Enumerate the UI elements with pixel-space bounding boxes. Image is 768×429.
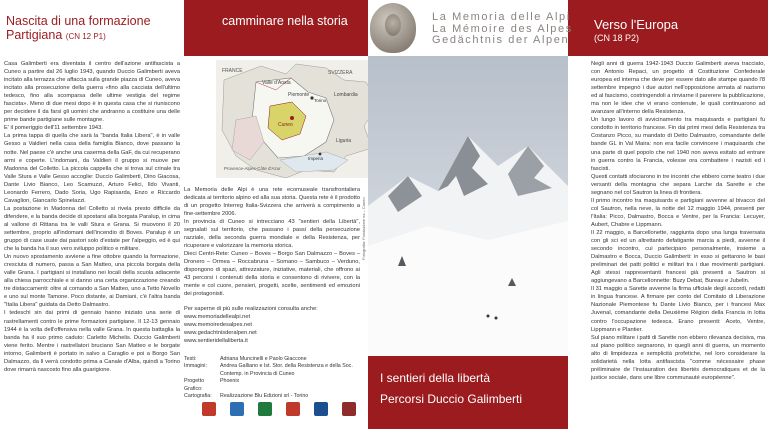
credit-value: Andrea Galliano e Ist. Stor. della Resistenza e della Soc. Contemp. in Provincia di Cuneo xyxy=(220,363,353,377)
map-label-imperia: Imperia xyxy=(308,156,324,161)
credit-key: Cartografia: xyxy=(184,393,212,400)
left-title-line2-wrap xyxy=(6,28,151,44)
credit-key: Immagini: xyxy=(184,363,207,370)
credits-block xyxy=(184,356,368,400)
mid-paragraph: Dieci Centri-Rete: Cuneo – Boves – Borgo San Dalmazzo – Boves – Dronero – Ormea – Roccabruna – Somano – Sambuco – Verduno, dispongono di spazi, attrezzature, iniziative, materiali, che offrono ai 43 percorsi i contenuti della storia e consentono di rivivere, con la mente e col cuore, pensieri, progetti, scelte, sentimenti ed emozioni dei protagonisti. xyxy=(184,251,360,297)
sponsor-logo-icon xyxy=(230,402,244,416)
credit-key: Progetto Grafico: xyxy=(184,378,205,392)
link-sentieridellaliberta[interactable]: www.sentieridellaliberta.it xyxy=(184,338,248,344)
sponsor-logo-icon xyxy=(286,402,300,416)
right-body-text xyxy=(591,60,765,390)
left-paragraph: La prima tappa di quella che sarà la "banda Italia Libera", è in valle Gesso a Valdieri nella casa della famiglia Bianco, dove passano la notte. Nel paese c'è anche una caserma della GaF, da cui recuperano armi e coperte. L'indomani, da Valdieri il gruppo si muove per Madonna del Colletto. La piccola cappella che si trova sul crinale tra Valle Stura e Valle Gesso accoglie: Duccio Galimberti, Dino Giacosa, Dante Livio Bianco, Leo Scamuzzi, Arturo Felici, Ildo Vivanti, Leonardo Ferrero, Dado Soria, Ugo Rapisarda, Enzo e Riccardo Cavaglion, Giancarlo Spinelazzi. xyxy=(4,133,180,204)
link-memoiredesalpes[interactable]: www.memoiredesalpes.net xyxy=(184,322,252,328)
credit-row xyxy=(184,378,368,393)
credit-row xyxy=(184,363,368,378)
credit-value: Phoenix xyxy=(220,378,240,385)
sponsor-logo-icon xyxy=(202,402,216,416)
sponsor-logo-icon xyxy=(258,402,272,416)
map-label-provence: Provence-Alpes-Côte d'Azur xyxy=(224,166,281,171)
sponsor-logo-icon xyxy=(314,402,328,416)
map-label-torino: Torino xyxy=(314,98,327,103)
left-body-text xyxy=(4,60,180,390)
mountain-photo xyxy=(368,56,568,356)
right-paragraph: Un lungo lavoro di avvicinamento tra maquisards e partigiani fu condotto in territorio francese. Fin dai primi mesi della Resistenza tra Costanzo Picco, su mandato di Detto Dalmastro, comandante delle bande GL in Val Maira: non era facile convincere i maquisards che una parte di quel popolo che nel 1940 non aveva esitato ad entrare in guerra contro la Francia, volesse ora combattere i nazisti ed i fascisti. xyxy=(591,117,765,172)
left-title-line2: Partigiana xyxy=(6,28,63,42)
left-panel-title xyxy=(6,14,151,44)
memoria-title-block xyxy=(432,12,573,47)
link-gedachtnisderalpen[interactable]: www.gedachtnisderalpen.net xyxy=(184,330,257,336)
left-title-line1: Nascita di una formazione xyxy=(6,14,151,28)
map-label-aosta: Valle d'Aosta xyxy=(262,80,291,86)
mid-intro-text xyxy=(184,186,360,298)
link-memoriadellealpi[interactable]: www.memoriadellealpi.net xyxy=(184,314,251,320)
right-paragraph: Sul piano militare i patti di Sarette non ebbero rilevanza decisiva, ma sul piano politico segnarono, in quegli anni di guerra, un momento alto di limpidezza e semplicità profetiche, nel loro considerare la solidarietà nella lotta antifascista "comme nécessaire phase préliminaire de l'instauration des libertés democratiques et de la justice sociale, dans une libre communauté européenne". xyxy=(591,334,765,381)
credit-value: Realizzazione Blu Edizioni srl - Torino xyxy=(220,393,309,400)
left-title-code: (CN 12 P1) xyxy=(65,32,106,41)
cover-subtitle: Percorsi Duccio Galimberti xyxy=(380,392,523,406)
left-paragraph: La postazione in Madonna del Colletto si rivela presto difficile da difendere, e la banda decide di spostarsi alla borgata Paralup, in cima al vallone di Rittana tra le valli Stura e Grana. Si muovono il 20 settembre, proprio all'indomani dell'incendio di Boves. Paralup è un gruppo di case usate dai pastori solo d'estate per l'alpeggio, ed è qui che la banda ha il suo vero sviluppo politico e militare. xyxy=(4,205,180,253)
map-label-lombardia: Lombardia xyxy=(334,92,358,98)
memoria-line-de: Gedächtnis der Alpen xyxy=(432,34,570,46)
left-paragraph: Un nuovo spostamento avviene a fine ottobre quando la formazione, cresciuta di numero, passa a San Matteo, una piccola borgata della valle Grana. I partigiani si installano nei locali della scuola adiacente alla chiesa parrocchiale e si danno una certa organizzazione creando tre distaccamenti: oltre al comando a San Matteo, uno a Tetto Novello e uno sul monte Tamone. Poco distante, ai Damiani, c'è l'altra banda "Italia Libera" guidata da Detto Dalmastro. xyxy=(4,254,180,309)
credit-row xyxy=(184,393,368,400)
sponsor-logos xyxy=(202,402,384,416)
right-paragraph: Il 31 maggio a Sarette avvenne la firma ufficiale degli accordi, redatti in lingua francese. A firmare per conto del Comitato di Liberazione Nazionale Piemontese fu Dante Livio Bianco, per i francesi Max Juvenal, comandante della Deuxième Région della Francia in lotta contro l'occupazione tedesca. Erano presenti: Aceto, Ventre, Lippmann e Plantier. xyxy=(591,286,765,333)
stone-face-icon xyxy=(385,14,401,36)
photo-credit: Fotografia: Fondazione ex – Cuneo xyxy=(361,197,366,260)
right-panel-title: Verso l'Europa xyxy=(594,17,679,32)
map-label-liguria: Liguria xyxy=(336,138,352,144)
left-paragraph: Casa Galimberti era diventata il centro dell'azione antifascista a Cuneo a partire dal 26 luglio 1943, quando Duccio Galimberti aveva incitato alla terrazza che affaccia sulla grande piazza di Cuneo, aveva incitato alla prosecuzione della guerra «fino alla cacciata dell'ultimo tedesco, fino alla scomparsa delle ultime vestigia del regime fascista». Meno di due mesi dopo è in questa casa che si riuniscono per decidere il da farsi gli uomini che andranno a costituire una delle prime bande partigiane sulle montagne. xyxy=(4,61,180,124)
right-panel-code: (CN 18 P2) xyxy=(594,33,640,43)
left-paragraph: I tedeschi sin dai primi di gennaio hanno iniziato una serie di rastrellamenti contro le prime formazioni partigiane. Il 12-13 gennaio 1944 è la volta dell'offensiva nella valle Grana. In questa battaglia la banda ha il suo primo caduto: Carletto Michelis. Duccio Galimberti viene ferito. Mentre i rastrellatori bruciano San Matteo e le borgate intorno, Galimberti è portato in salvo a Caraglio e poi a Borgo San Dalmazzo, da lì verrà condotto prima a Canale d'Alba, quindi a Torino dove rimarrà nascosto fino alla guarigione. xyxy=(4,310,180,373)
links-intro: Per saperne di più sulle realizzazioni consulta anche: xyxy=(184,306,318,312)
map-label-piemonte: Piemonte xyxy=(288,92,310,98)
mid-paragraph: La Memoria delle Alpi è una rete ecomuseale transfrontaliera dedicata ai territorio alpino ed alla sua storia. Questa rete è il prodotto di un progetto Interreg Italia-Svizzera che arriverà a compimento a fine-settembre 2006. xyxy=(184,187,360,217)
sponsor-logo-icon xyxy=(342,402,356,416)
map-label-france: FRANCE xyxy=(222,68,243,74)
mid-paragraph: In provincia di Cuneo si intrecciano 43 "sentieri della Libertà", segnalati sul territorio, che passano i passi della persecuzione razziale, della seconda guerra mondiale e della Resistenza, per ricuperare e valorizzare la memoria storica. xyxy=(184,219,360,249)
mid-links-block xyxy=(184,305,360,345)
map-label-cuneo: Cuneo xyxy=(278,122,293,128)
map-label-svizzera: SVIZZERA xyxy=(328,70,353,76)
right-paragraph: Il 22 maggio, a Barcellonette, raggiunta dopo una lunga traversata con gli sci ed un altrettanto defatigante marcia a piedi, avvenne il secondo incontro, cui parteciparo personalmente, insieme a Dalmastro e Bocca, Duccio Galimberti: in esso si gettarono le basi preliminari dei patti politici e militari tra i due movimenti partigiani. Agli stessi rappresentanti francesi già presenti a Sautron si aggiungevano a Barcellonnette: Buzy Debat, Bureau e Jubelin. xyxy=(591,229,765,285)
header-mid-band xyxy=(184,0,368,56)
mid-panel-title: camminare nella storia xyxy=(222,14,348,28)
credit-value: Adriana Muncinelli e Paolo Giaccone xyxy=(220,356,307,362)
right-paragraph: Negli anni di guerra 1942-1943 Duccio Galimberti aveva tracciato, con Antonio Repaci, un progetto di Costituzione Confederale europea ed interna che deve per essere dato alle stampe quando l'8 settembre impegnò i due autori nell'opposizione armata al nazismo ed al fascismo, costringendoli a rinviarne il parerere la pubblicazione, ma non le idee che vi erano contenute, le quali continuarono ad avanzare all'interno della Resistenza. xyxy=(591,61,765,116)
left-paragraph: E' il pomeriggio dell'11 settembre 1943. xyxy=(4,125,103,132)
right-paragraph: Il primo incontro tra maquisards e partigiani avvenne al bivacco del col Sautron, nella neve, la notte del 12 maggio 1944, presenti per l'Italia: Picco, Dalmastro, Bocca e Ventre, per la Francia: Lecuyer, Aubert, Chabre e Lippmann. xyxy=(591,197,765,228)
memoria-line-it: La Memoria delle Alpi xyxy=(432,11,571,23)
region-map xyxy=(216,60,386,178)
credit-key: Testi: xyxy=(184,356,197,362)
cover-title: I sentieri della libertà xyxy=(380,371,491,385)
memoria-line-fr: La Mémoire des Alpes xyxy=(432,22,573,35)
credit-row xyxy=(184,356,368,363)
right-paragraph: Questi contatti sfociarono in tre incontri che ebbero come teatro i due versanti della montagna che separa Larche da Sarette e che segnano nel col Sautron la linea di frontiera. xyxy=(591,173,765,196)
